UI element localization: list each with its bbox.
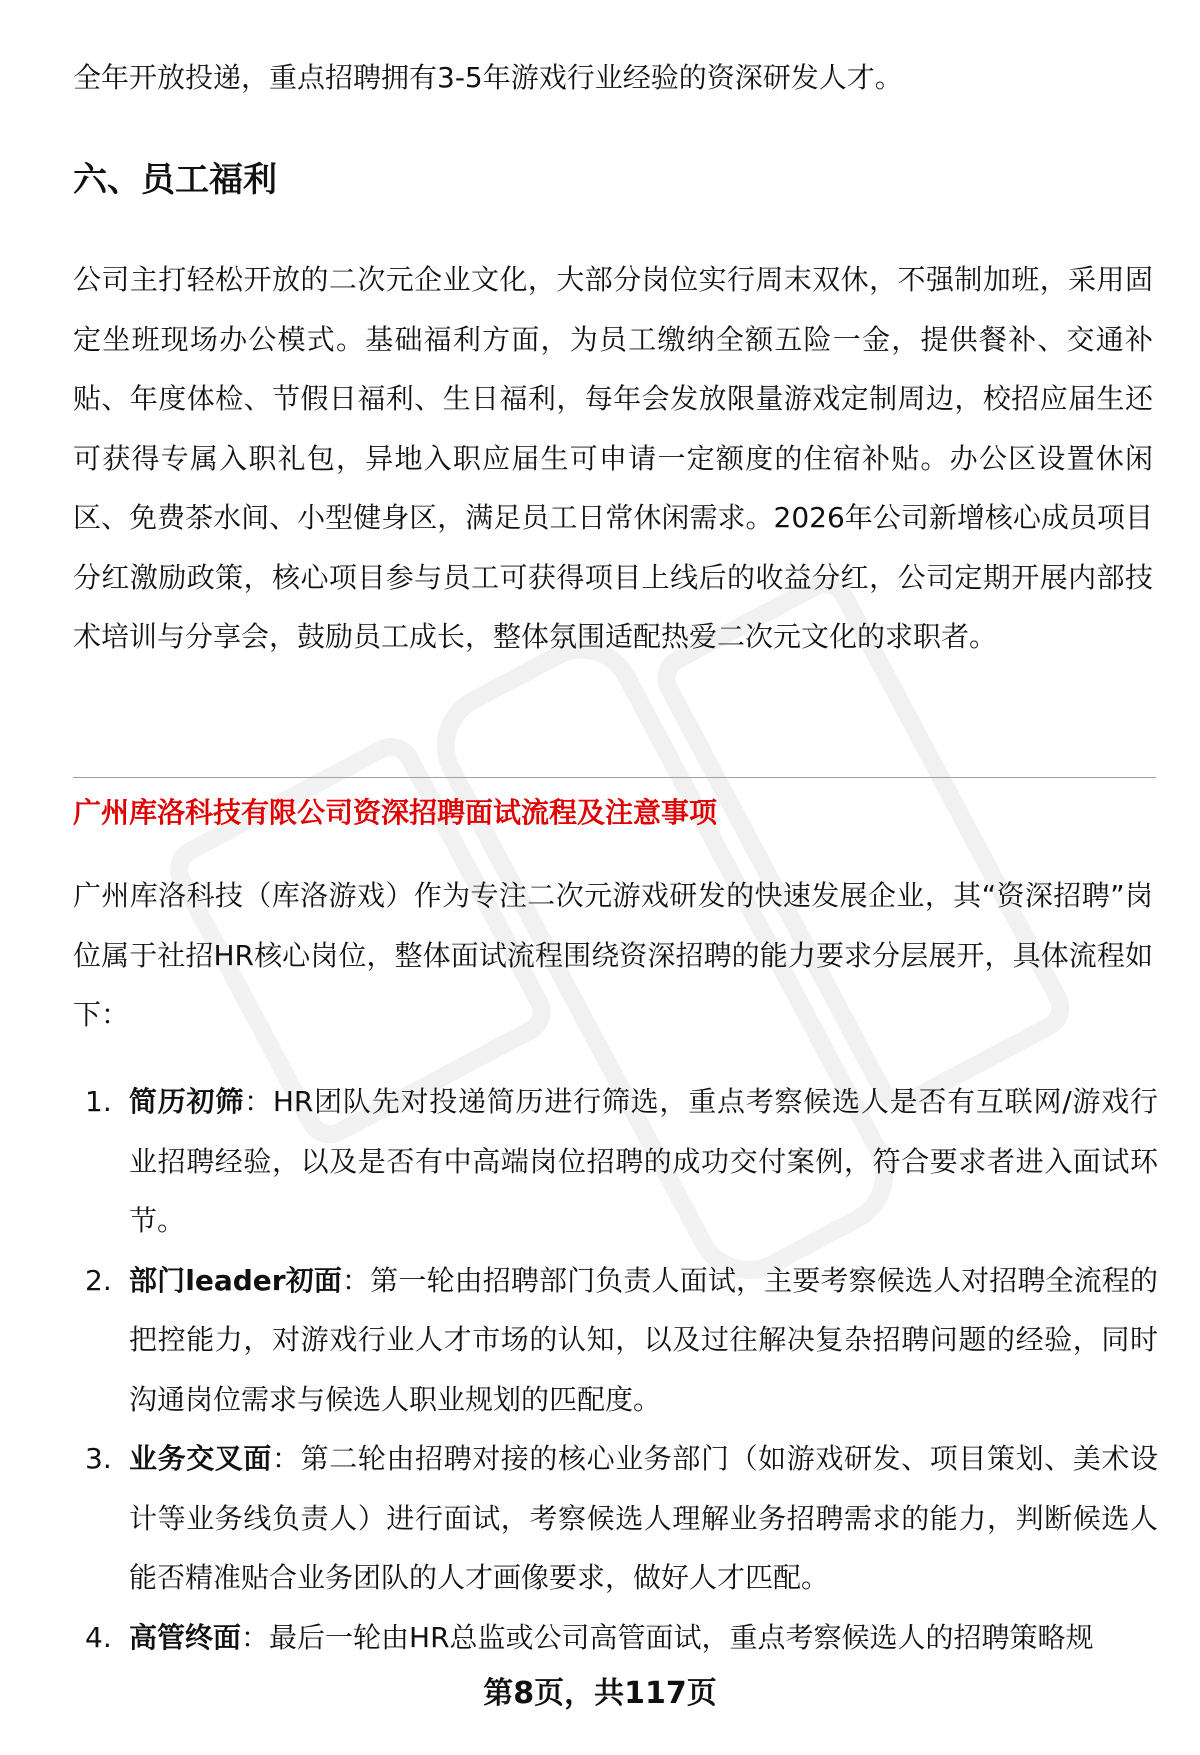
interview-intro-paragraph: 广州库洛科技（库洛游戏）作为专注二次元游戏研发的快速发展企业，其“资深招聘”岗位属于社招HR核心岗位，整体面试流程围绕资深招聘的能力要求分层展开，具体流程如下： xyxy=(73,879,1153,1031)
step-text: ：第一轮由招聘部门负责人面试，主要考察候选人对招聘全流程的把控能力，对游戏行业人才市场的认知，以及过往解决复杂招聘问题的经验，同时沟通岗位需求与候选人职业规划的匹配度。 xyxy=(129,1263,1158,1416)
interview-steps-list xyxy=(73,1072,1158,1667)
step-title: 高管终面 xyxy=(129,1620,242,1654)
list-item xyxy=(73,1608,1158,1668)
step-title: 简历初筛 xyxy=(129,1085,245,1118)
step-text: ：最后一轮由HR总监或公司高管面试，重点考察候选人的招聘策略规 xyxy=(241,1620,1094,1654)
list-item xyxy=(73,1072,1158,1251)
section-heading-benefits: 六、员工福利 xyxy=(73,160,277,200)
step-text: ：第二轮由招聘对接的核心业务部门（如游戏研发、项目策划、美术设计等业务线负责人）进行面试，考察候选人理解业务招聘需求的能力，判断候选人能否精准贴合业务团队的人才画像要求，做好人才匹配。 xyxy=(129,1442,1158,1594)
page-footer: 第8页，共117页 xyxy=(483,1676,717,1711)
step-number: 3. xyxy=(85,1442,112,1475)
list-item xyxy=(73,1251,1158,1430)
step-title: 部门leader初面 xyxy=(129,1263,343,1297)
interview-section-title: 广州库洛科技有限公司资深招聘面试流程及注意事项 xyxy=(73,796,718,829)
step-number: 2. xyxy=(85,1263,112,1297)
step-number: 1. xyxy=(85,1085,112,1118)
step-title: 业务交叉面 xyxy=(129,1442,272,1475)
benefits-paragraph: 公司主打轻松开放的二次元企业文化，大部分岗位实行周末双休，不强制加班，采用固定坐班现场办公模式。基础福利方面，为员工缴纳全额五险一金，提供餐补、交通补贴、年度体检、节假日福利、生日福利，每年会发放限量游戏定制周边，校招应届生还可获得专属入职礼包，异地入职应届生可申请一定额度的住宿补贴。办公区设置休闲区、免费茶水间、小型健身区，满足员工日常休闲需求。2026年公司新增核心成员项目分红激励政策，核心项目参与员工可获得项目上线后的收益分红，公司定期开展内部技术培训与分享会，鼓励员工成长，整体氛围适配热爱二次元文化的求职者。 xyxy=(73,263,1153,653)
section-divider xyxy=(73,777,1156,778)
list-item xyxy=(73,1429,1158,1608)
step-number: 4. xyxy=(85,1620,112,1654)
step-text: ：HR团队先对投递简历进行筛选，重点考察候选人是否有互联网/游戏行业招聘经验，以及是否有中高端岗位招聘的成功交付案例，符合要求者进入面试环节。 xyxy=(129,1085,1158,1237)
intro-line: 全年开放投递，重点招聘拥有3-5年游戏行业经验的资深研发人才。 xyxy=(73,61,903,94)
